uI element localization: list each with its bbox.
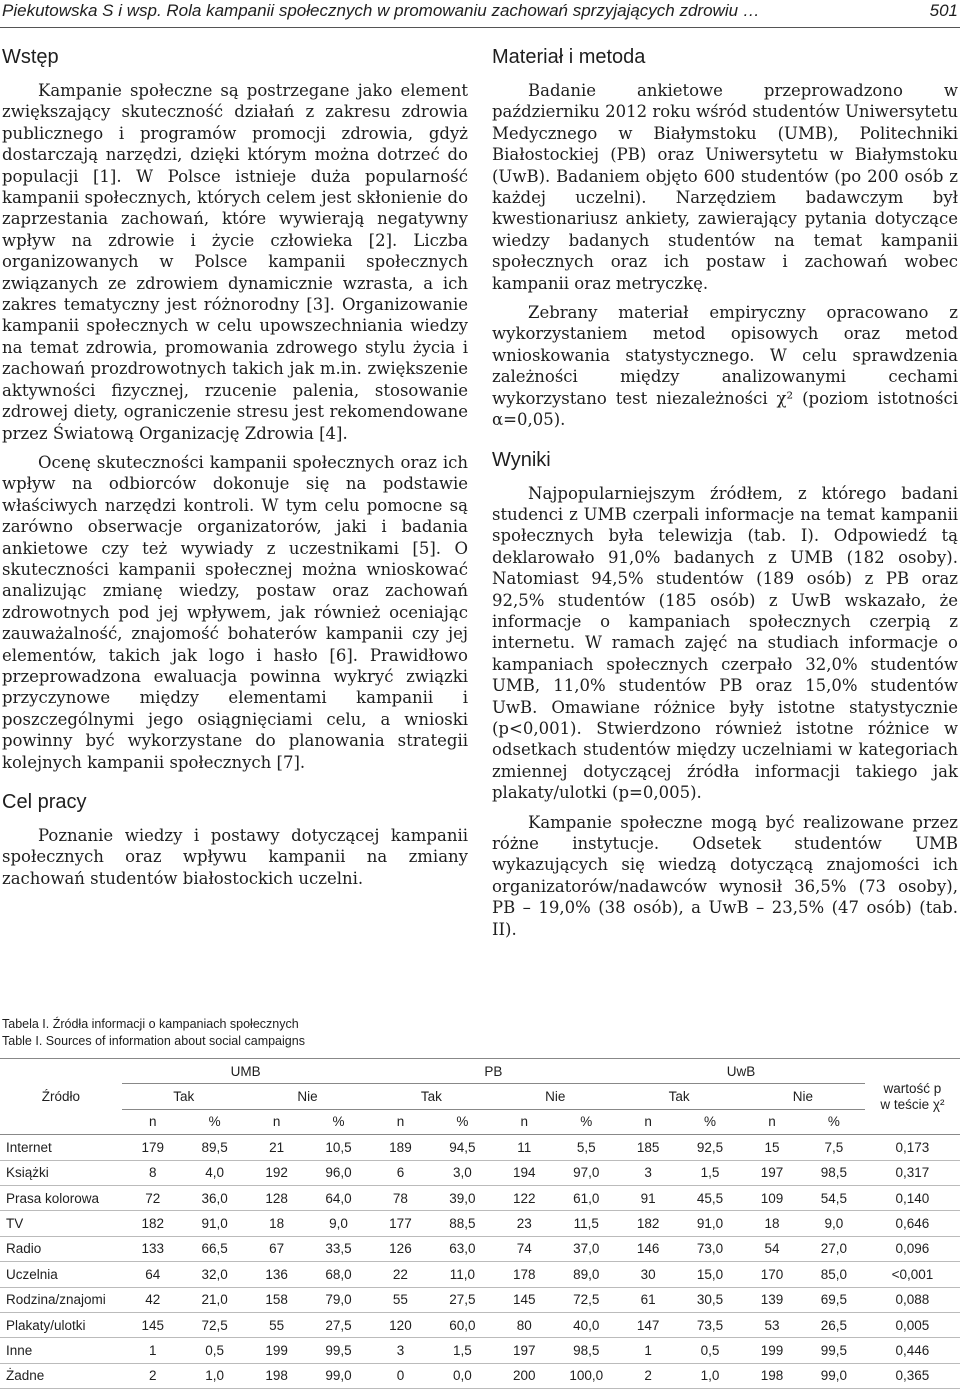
table-row bbox=[0, 1211, 960, 1236]
table-cell: 122 bbox=[513, 1190, 536, 1206]
table-cell: 5,5 bbox=[576, 1139, 596, 1155]
group-umb: UMB bbox=[122, 1059, 370, 1084]
table-row bbox=[0, 1363, 960, 1388]
uwb-tak: Tak bbox=[617, 1084, 741, 1109]
table-cell: 61,0 bbox=[573, 1190, 600, 1206]
table-cell: 197 bbox=[760, 1165, 784, 1181]
table-cell: 74 bbox=[516, 1241, 532, 1257]
table-cell: 72,5 bbox=[573, 1292, 600, 1308]
paragraph: Zebrany materiał empiryczny opracowano z wykorzystaniem metod opisowych oraz metod wnioskowania statystycznego. W celu sprawdzenia zależności między analizowanymi cechami wykorzystano test niezależności χ² (poziom istotności α=0,05). bbox=[492, 303, 958, 430]
table-cell: 199 bbox=[760, 1342, 784, 1358]
col-n: n bbox=[768, 1114, 776, 1130]
heading-cel-pracy: Cel pracy bbox=[2, 791, 87, 813]
table-cell: 27,5 bbox=[325, 1317, 352, 1333]
table-cell: 27,0 bbox=[820, 1241, 848, 1257]
subheader-row bbox=[0, 1109, 960, 1134]
table-body bbox=[0, 1135, 960, 1389]
table-cell: 11,0 bbox=[449, 1266, 475, 1282]
col-n: n bbox=[396, 1114, 405, 1130]
cell-pvalue: 0,096 bbox=[895, 1241, 930, 1257]
table-cell: 37,0 bbox=[573, 1241, 600, 1257]
table-cell: 21,0 bbox=[201, 1292, 228, 1308]
row-source: Plakaty/ulotki bbox=[6, 1317, 86, 1333]
col-percent: % bbox=[704, 1114, 717, 1130]
table-cell: 200 bbox=[513, 1368, 536, 1384]
table-cell: 4,0 bbox=[205, 1165, 225, 1181]
table-cell: 99,0 bbox=[820, 1368, 848, 1384]
table-cell: 73,0 bbox=[696, 1241, 724, 1257]
table-cell: 1 bbox=[644, 1342, 652, 1358]
cell-pvalue: 0,317 bbox=[895, 1165, 930, 1181]
cell-pvalue: 0,005 bbox=[895, 1317, 930, 1333]
table-cell: 146 bbox=[636, 1241, 660, 1257]
table-cell: 89,5 bbox=[201, 1139, 228, 1155]
table-cell: 98,5 bbox=[573, 1342, 600, 1358]
table-cell: 88,5 bbox=[449, 1216, 476, 1232]
table-cell: 26,5 bbox=[820, 1317, 848, 1333]
table-cell: 55 bbox=[269, 1317, 285, 1333]
table-row bbox=[0, 1262, 960, 1287]
table-cell: 68,0 bbox=[325, 1266, 352, 1282]
table-cell: 3,0 bbox=[452, 1165, 472, 1181]
running-title: Piekutowska S i wsp. Rola kampanii społecznych w promowaniu zachowań sprzyjających zdrowiu … bbox=[2, 1, 760, 20]
table-cell: 94,5 bbox=[449, 1139, 476, 1155]
table-cell: 99,5 bbox=[325, 1342, 352, 1358]
col-percent: % bbox=[332, 1114, 345, 1130]
cell-pvalue: 0,088 bbox=[895, 1292, 930, 1308]
sources-table bbox=[0, 1058, 960, 1389]
col-source: Źródło bbox=[0, 1059, 122, 1135]
pb-nie: Nie bbox=[493, 1084, 617, 1109]
paragraph: Kampanie społeczne mogą być realizowane przez różne instytucje. Odsetek studentów UMB wykazujących się wiedzą dotyczącą znajomości ich organizatorów/nadawców wynosił 36,5% (73 osoby), PB – 19,0% (38 osób), a UwB – 23,5% (47 osób) (tab. II). bbox=[492, 812, 958, 939]
table-cell: 0,5 bbox=[700, 1342, 720, 1358]
table-cell: 1,0 bbox=[700, 1368, 720, 1384]
table-cell: 3 bbox=[396, 1342, 405, 1358]
table-cell: 136 bbox=[265, 1266, 288, 1282]
table-cell: 54,5 bbox=[820, 1190, 848, 1206]
table-cell: 0,0 bbox=[452, 1368, 472, 1384]
table-cell: 22 bbox=[392, 1266, 408, 1282]
heading-material: Materiał i metoda bbox=[492, 46, 646, 68]
table-cell: 0 bbox=[396, 1368, 405, 1384]
col-percent: % bbox=[208, 1114, 221, 1130]
table-cell: 73,5 bbox=[696, 1317, 724, 1333]
table-cell: 198 bbox=[760, 1368, 784, 1384]
table-cell: 79,0 bbox=[325, 1292, 352, 1308]
table-cell: 3 bbox=[644, 1165, 652, 1181]
table-cell: 42 bbox=[145, 1292, 161, 1308]
heading-wyniki: Wyniki bbox=[492, 448, 551, 471]
table-row bbox=[0, 1160, 960, 1185]
table-cell: 91,0 bbox=[696, 1216, 724, 1232]
table-cell: 72 bbox=[145, 1190, 161, 1206]
group-pb: PB bbox=[369, 1059, 617, 1084]
paragraph: Poznanie wiedzy i postawy dotyczącej kampanii społecznych oraz wpływu kampanii na zmiany zachowań studentów białostockich uczelni. bbox=[2, 826, 468, 888]
pvalue-label-2: w teście χ² bbox=[880, 1096, 945, 1112]
table-cell: 9,0 bbox=[329, 1216, 348, 1232]
umb-nie: Nie bbox=[246, 1084, 370, 1109]
col-n: n bbox=[149, 1114, 157, 1130]
pvalue-label-1: wartość p bbox=[883, 1080, 942, 1096]
table-cell: 1 bbox=[149, 1342, 157, 1358]
heading-wstep: Wstęp bbox=[2, 46, 59, 68]
table-cell: 182 bbox=[141, 1216, 165, 1232]
table-cell: 40,0 bbox=[573, 1317, 600, 1333]
col-percent: % bbox=[456, 1114, 469, 1130]
group-uwb: UwB bbox=[617, 1059, 865, 1084]
row-source: Żadne bbox=[6, 1368, 45, 1384]
table-cell: 10,5 bbox=[325, 1139, 352, 1155]
col-n: n bbox=[272, 1114, 281, 1130]
table-cell: 177 bbox=[389, 1216, 412, 1232]
table-cell: 126 bbox=[389, 1241, 412, 1257]
table-cell: 8 bbox=[149, 1165, 157, 1181]
table-row bbox=[0, 1338, 960, 1363]
table-cell: 170 bbox=[760, 1266, 784, 1282]
row-source: Internet bbox=[6, 1139, 52, 1155]
col-n: n bbox=[644, 1114, 652, 1130]
table-cell: 197 bbox=[513, 1342, 536, 1358]
table-cell: 1,0 bbox=[205, 1368, 225, 1384]
table-cell: 63,0 bbox=[449, 1241, 476, 1257]
table-cell: 55 bbox=[392, 1292, 408, 1308]
table-cell: 11,5 bbox=[573, 1216, 599, 1232]
col-percent: % bbox=[580, 1114, 593, 1130]
table-cell: 11 bbox=[517, 1139, 532, 1155]
table-cell: 85,0 bbox=[820, 1266, 848, 1282]
table-cell: 89,0 bbox=[573, 1266, 600, 1282]
table-cell: 45,5 bbox=[696, 1190, 724, 1206]
paragraph: Najpopularniejszym źródłem, z którego badani studenci z UMB czerpali informacje na temat kampanii społecznych była telewizja (tab. I). Odpowiedź tą deklarowało 91,0% badanych z UMB (182 osoby). Natomiast 94,5% studentów (189 osób) z PB oraz 92,5% studentów (185 osób) z UwB wskazało, że informacje o kampaniach społecznych czerpią z internetu. W ramach zajęć na studiach informacje o kampaniach społecznych czerpało 32,0% studentów UMB, 11,0% studentów PB oraz 15,0% studentów UwB. Omawiane różnice były istotne statystycznie (p<0,001). Stwierdzono również istotne różnice w odsetkach studentów między uczelniami w kategoriach zmiennej dotyczącej źródła informacji takiego jak plakaty/ulotki (p=0,005). bbox=[492, 483, 958, 803]
cell-pvalue: 0,646 bbox=[895, 1216, 930, 1232]
table-cell: 78 bbox=[392, 1190, 408, 1206]
table-cell: 21 bbox=[269, 1139, 285, 1155]
table-cell: 39,0 bbox=[449, 1190, 476, 1206]
table-cell: 32,0 bbox=[201, 1266, 228, 1282]
table-cell: 147 bbox=[636, 1317, 660, 1333]
table-cell: 30,5 bbox=[696, 1292, 724, 1308]
caption-pl: Tabela I. Źródła informacji o kampaniach społecznych bbox=[2, 1017, 299, 1031]
cell-pvalue: 0,173 bbox=[895, 1139, 930, 1155]
table-cell: 36,0 bbox=[201, 1190, 228, 1206]
table-cell: 30 bbox=[640, 1266, 656, 1282]
table-cell: 91,0 bbox=[201, 1216, 228, 1232]
table-cell: 69,5 bbox=[820, 1292, 848, 1308]
table-cell: 100,0 bbox=[569, 1368, 604, 1384]
cell-pvalue: 0,365 bbox=[895, 1368, 930, 1384]
left-column bbox=[2, 44, 468, 897]
table-cell: 139 bbox=[760, 1292, 784, 1308]
table-cell: 2 bbox=[644, 1368, 652, 1384]
table-cell: 6 bbox=[396, 1165, 405, 1181]
table-cell: 128 bbox=[265, 1190, 288, 1206]
table-cell: 92,5 bbox=[696, 1139, 724, 1155]
table-cell: 109 bbox=[760, 1190, 784, 1206]
umb-tak: Tak bbox=[122, 1084, 246, 1109]
table-row bbox=[0, 1135, 960, 1160]
table-cell: 179 bbox=[141, 1139, 165, 1155]
table-row bbox=[0, 1236, 960, 1261]
row-source: Rodzina/znajomi bbox=[6, 1292, 106, 1308]
col-percent: % bbox=[827, 1114, 840, 1130]
table-cell: 53 bbox=[764, 1317, 780, 1333]
table-cell: 9,0 bbox=[824, 1216, 844, 1232]
table-cell: 145 bbox=[141, 1317, 165, 1333]
table-cell: 64 bbox=[145, 1266, 161, 1282]
table-cell: 7,5 bbox=[824, 1139, 844, 1155]
col-pvalue bbox=[865, 1059, 960, 1135]
pb-tak: Tak bbox=[369, 1084, 493, 1109]
caption-en: Table I. Sources of information about social campaigns bbox=[2, 1034, 305, 1048]
row-source: TV bbox=[6, 1216, 24, 1232]
table-cell: 198 bbox=[265, 1368, 288, 1384]
row-source: Radio bbox=[6, 1241, 42, 1257]
table-cell: 145 bbox=[513, 1292, 536, 1308]
table-cell: 23 bbox=[516, 1216, 532, 1232]
table-cell: 0,5 bbox=[205, 1342, 225, 1358]
row-source: Inne bbox=[6, 1342, 33, 1358]
right-column bbox=[492, 44, 958, 948]
row-source: Książki bbox=[6, 1165, 49, 1181]
table-cell: 133 bbox=[141, 1241, 165, 1257]
table-cell: 194 bbox=[513, 1165, 536, 1181]
table-cell: 98,5 bbox=[820, 1165, 848, 1181]
table-cell: 96,0 bbox=[325, 1165, 352, 1181]
table-cell: 72,5 bbox=[201, 1317, 228, 1333]
paragraph: Ocenę skuteczności kampanii społecznych oraz ich wpływ na odbiorców dokonuje się na podstawie właściwych narzędzi kontroli. W tym celu pomocne są zarówno obserwacje organizatorów, jaki i badania ankietowe czy też wywiady z uczestnikami [5]. O skuteczności kampanii społecznej można wnioskować analizując zmianę wiedzy, postaw oraz zachowań zdrowotnych pod jej wpływem, jak również oceniając zauważalność, znajomość bohaterów kampanii czy jej elementów, takich jak logo i hasło [6]. Prawidłowo przeprowadzona ewaluacja powinna wykryć związki przyczynowe między elementami kampanii i poszczególnymi jego osiągnięciami celu, a wnioski powinny być wykorzystane do planowania strategii kolejnych kampanii społecznych [7]. bbox=[2, 452, 468, 772]
uwb-nie: Nie bbox=[741, 1084, 865, 1109]
table-cell: 192 bbox=[265, 1165, 288, 1181]
table-cell: 189 bbox=[389, 1139, 412, 1155]
table-cell: 91 bbox=[640, 1190, 656, 1206]
table-caption bbox=[2, 1016, 305, 1050]
table-cell: 61 bbox=[640, 1292, 656, 1308]
table-cell: 33,5 bbox=[325, 1241, 352, 1257]
cell-pvalue: 0,140 bbox=[895, 1190, 930, 1206]
paragraph: Badanie ankietowe przeprowadzono w październiku 2012 roku wśród studentów Uniwersytetu Medycznego w Białymstoku (UMB), Politechniki Białostockiej (PB) oraz Uniwersytetu w Białymstoku (UwB). Badaniem objęto 600 studentów (po 200 osób z każdej uczelni). Narzędziem badawczym był kwestionariusz ankiety, zawierający pytania dotyczące wiedzy badanych studentów na temat kampanii społecznych oraz ich postaw i zachowań wobec kampanii oraz metryczkę. bbox=[492, 81, 958, 293]
table-cell: 99,5 bbox=[820, 1342, 848, 1358]
table-cell: 199 bbox=[265, 1342, 288, 1358]
table-cell: 97,0 bbox=[573, 1165, 600, 1181]
table-cell: 80 bbox=[516, 1317, 532, 1333]
cell-pvalue: 0,446 bbox=[895, 1342, 930, 1358]
table-cell: 60,0 bbox=[449, 1317, 476, 1333]
table-cell: 18 bbox=[269, 1216, 285, 1232]
table-cell: 182 bbox=[636, 1216, 660, 1232]
table-cell: 15 bbox=[764, 1139, 780, 1155]
table-cell: 15,0 bbox=[696, 1266, 724, 1282]
table-row bbox=[0, 1312, 960, 1337]
table-cell: 1,5 bbox=[700, 1165, 720, 1181]
running-header bbox=[0, 0, 960, 26]
table-cell: 99,0 bbox=[325, 1368, 352, 1384]
table-cell: 64,0 bbox=[325, 1190, 352, 1206]
table-row bbox=[0, 1287, 960, 1312]
row-source: Prasa kolorowa bbox=[6, 1190, 100, 1206]
table-cell: 67 bbox=[269, 1241, 285, 1257]
table-cell: 66,5 bbox=[201, 1241, 228, 1257]
table-cell: 27,5 bbox=[449, 1292, 476, 1308]
table-cell: 158 bbox=[265, 1292, 288, 1308]
table-cell: 120 bbox=[389, 1317, 412, 1333]
table-cell: 18 bbox=[764, 1216, 780, 1232]
table-cell: 178 bbox=[513, 1266, 536, 1282]
col-n: n bbox=[520, 1114, 529, 1130]
table-cell: 185 bbox=[636, 1139, 660, 1155]
row-source: Uczelnia bbox=[6, 1266, 58, 1282]
table-row bbox=[0, 1185, 960, 1210]
cell-pvalue: <0,001 bbox=[891, 1266, 934, 1282]
paragraph: Kampanie społeczne są postrzegane jako element zwiększający skuteczność działań z zakresu zdrowia publicznego i programów promocji zdrowia, gdyż dostarczają narzędzi, dzięki którym można dotrzeć do populacji [1]. W Polsce istnieje duża popularność kampanii społecznych, których celem jest skłonienie do zaprzestania zachowań, które wywierają negatywny wpływ na zdrowie i życie człowieka [2]. Liczba organizowanych w Polsce kampanii społecznych związanych ze zdrowiem dynamicznie wzrasta, a ich zakres tematyczny jest różnorodny [3]. Organizowanie kampanii społecznych w celu upowszechniania wiedzy na temat zdrowia, promowania zdrowego stylu życia i zachowań prozdrowotnych takich jak m.in. zwiększenie aktywności fizycznej, rzucenie palenia, stosowanie zdrowej diety, ograniczenie stresu jest rekomendowane przez Światową Organizację Zdrowia [4]. bbox=[2, 81, 468, 443]
page-number: 501 bbox=[929, 1, 958, 20]
header-rule bbox=[0, 27, 960, 28]
table-cell: 1,5 bbox=[452, 1342, 472, 1358]
table-cell: 2 bbox=[149, 1368, 157, 1384]
table-cell: 54 bbox=[764, 1241, 780, 1257]
